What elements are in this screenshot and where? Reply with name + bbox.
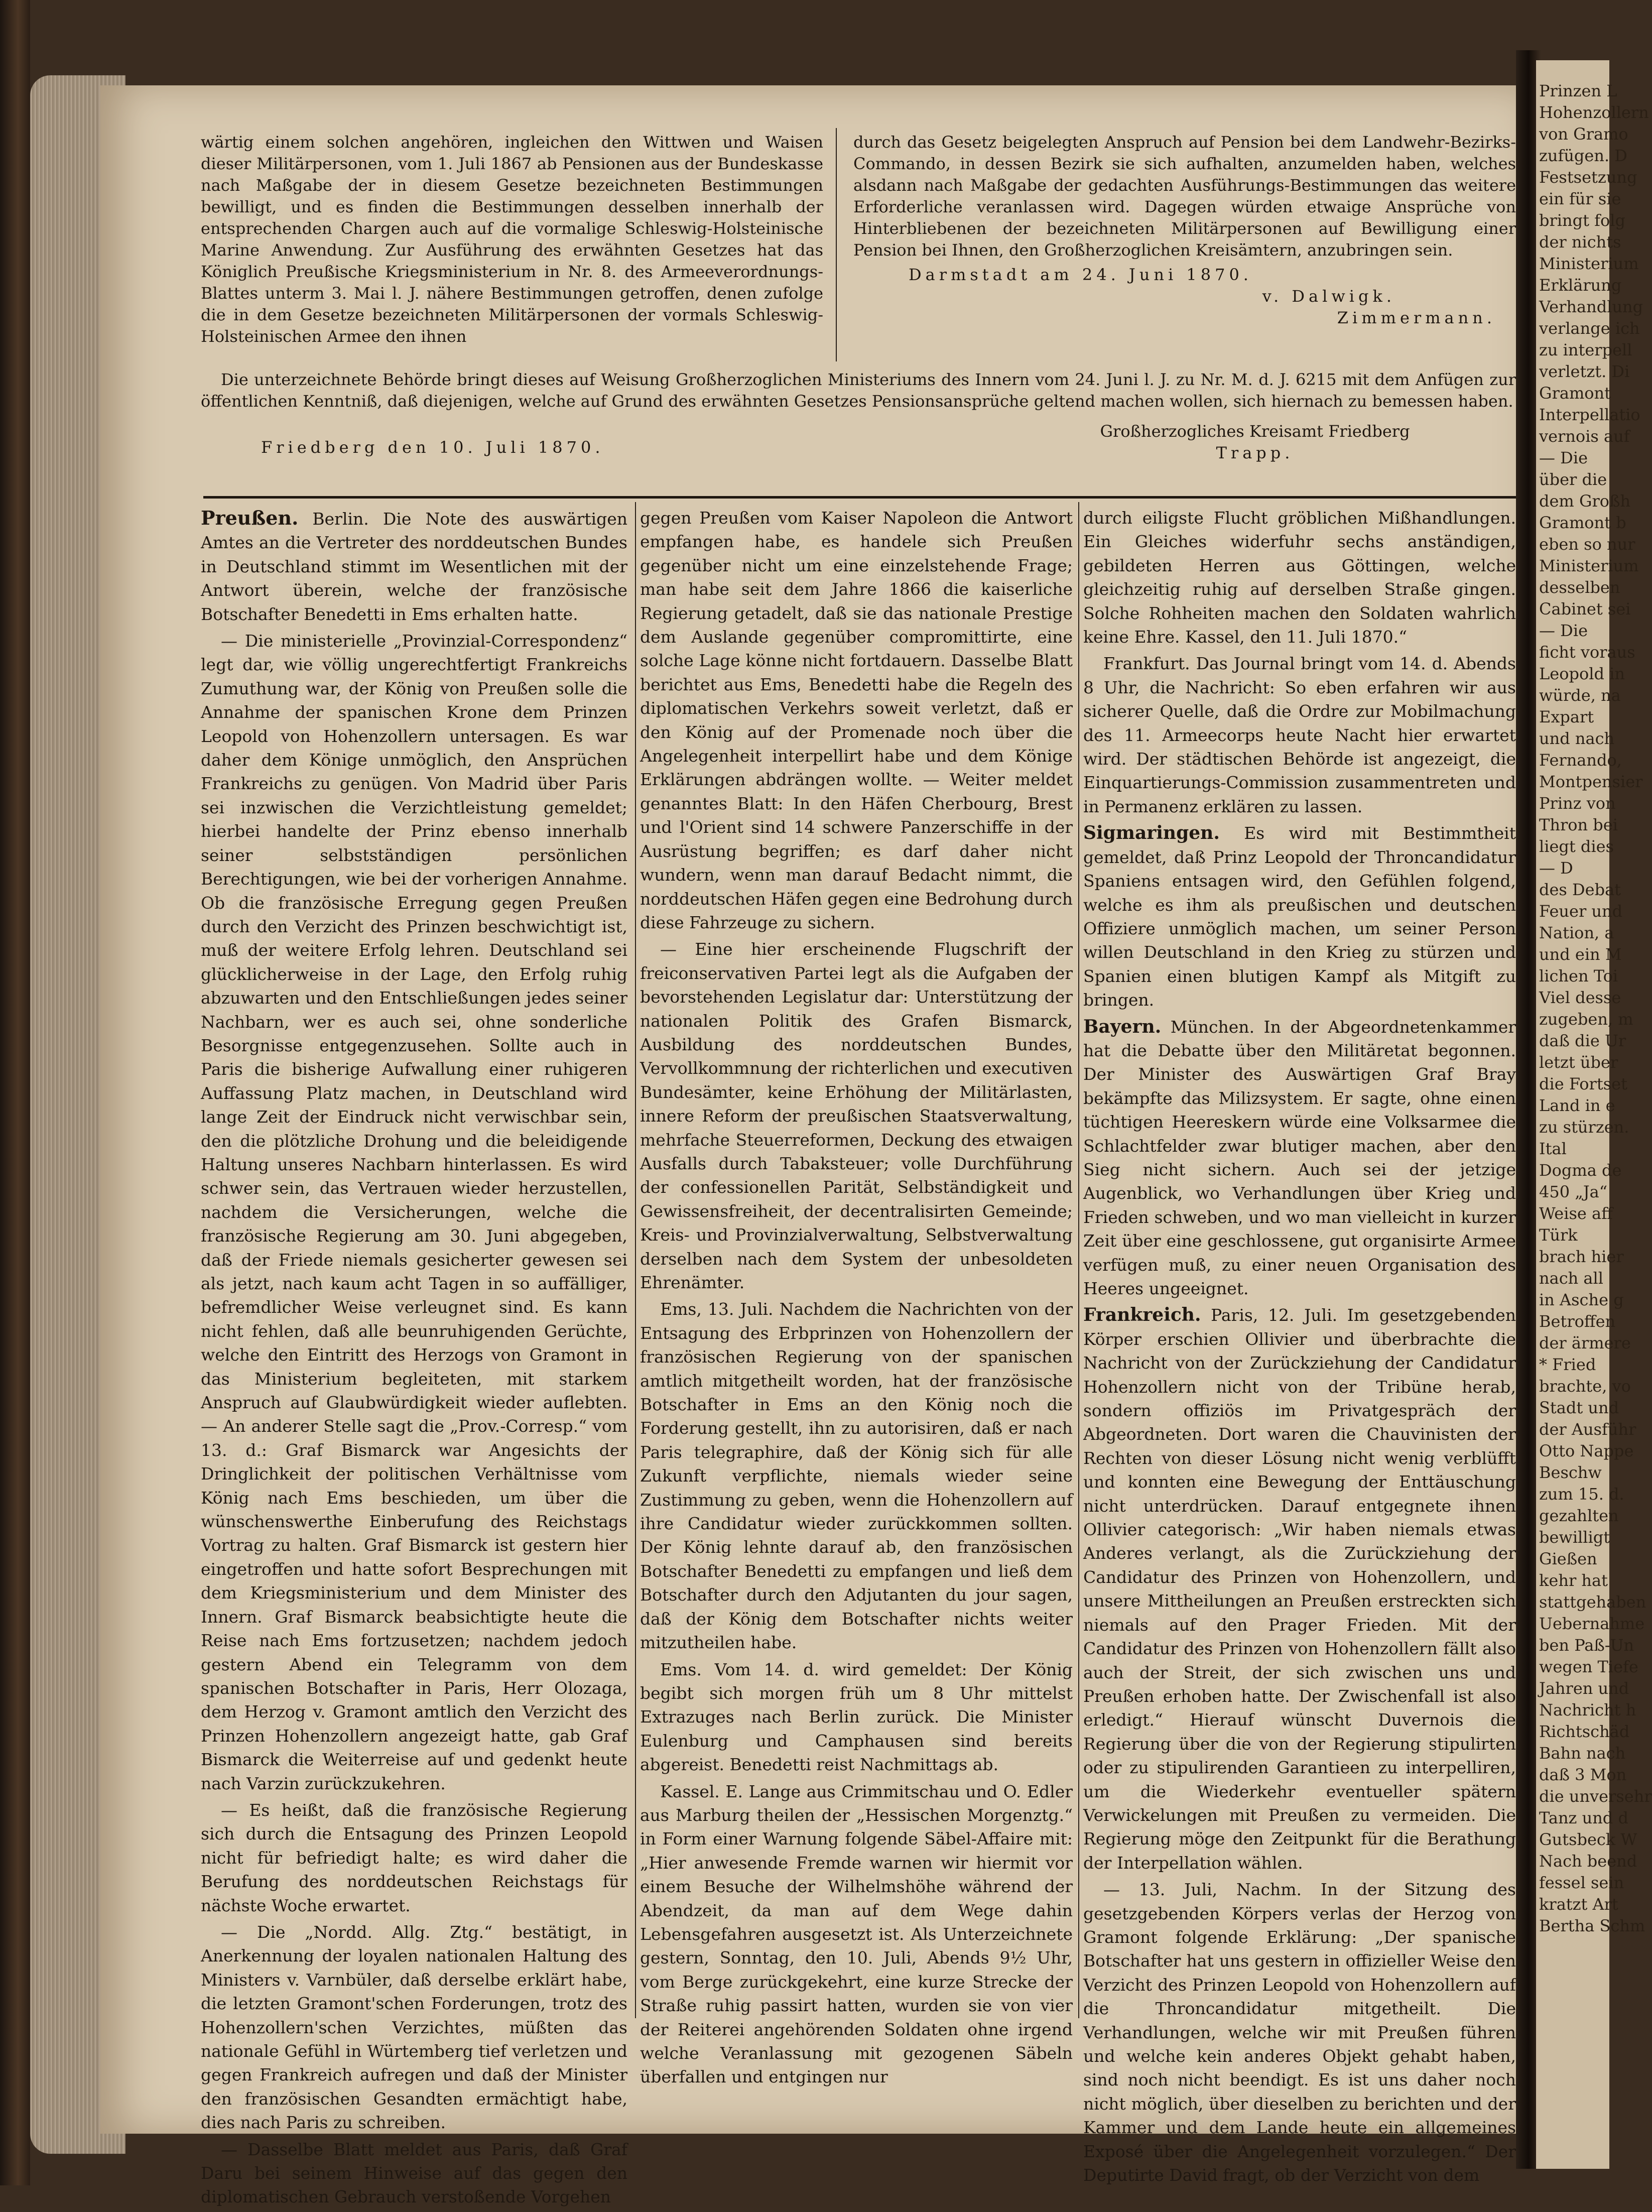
adjacent-page-fragment: bringt folg	[1539, 211, 1625, 230]
bayern-paragraph	[1083, 1015, 1516, 1301]
adjacent-page-fragment: Verhandlung	[1539, 297, 1643, 316]
frankreich-text: Paris, 12. Juli. Im gesetzgebenden Körper erschien Ollivier und überbrachte die Nachricht von der Zurückziehung der Candidatur Hohenzollern nicht von der Tribüne herab, sondern offiziös im Privatgespräch der Abgeordneten. Dort waren die Chauvinisten der Rechten von dieser Lösung nicht wenig verblüfft und konnten eine Bewegung der Enttäuschung nicht unterdrücken. Darauf entgegnete ihnen Ollivier categorisch: „Wir haben niemals etwas Anderes verlangt, als die Zurückziehung der Candidatur des Prinzen von Hohenzollern, und unsere Mittheilungen an Preußen erstreckten sich niemals auf den Prager Frieden. Mit der Candidatur des Prinzen von Hohenzollern fällt also auch der Streit, der sich zwischen uns und Preußen erhoben hatte. Der Zwischenfall ist also erledigt.“ Hierauf wünscht Duvernois die Regierung über die von der Regierung stipulirten oder zu stipulirenden Garantieen zu interpelliren, um die Wiederkehr eventueller spätern Verwickelungen mit Preußen zu vermeiden. Die Regierung möge den Zeitpunkt für die Berathung der Interpellation wählen.	[1083, 1305, 1516, 1873]
adjacent-page-fragment: Uebernahme	[1539, 1614, 1645, 1633]
adjacent-page-fragment: — Die	[1539, 621, 1588, 640]
heading-frankreich: Frankreich.	[1083, 1304, 1201, 1326]
adjacent-page-fragment: über die	[1539, 470, 1607, 489]
adjacent-page-fragment: Ministerium	[1539, 254, 1639, 273]
adjacent-page-fragment: dem Großh	[1539, 491, 1631, 511]
frankfurt-mobilmachung: Frankfurt. Das Journal bringt vom 14. d. Abends 8 Uhr, die Nachricht: So eben erfahren wir aus sicherer Quelle, daß die Ordre zur Mobilmachung des 11. Armeecorps heute Nacht hier erwartet wird. Der städtischen Behörde ist angezeigt, die Einquartierungs-Commission zusammentreten und in Permanenz erklären zu lassen.	[1083, 654, 1516, 816]
adjacent-page-fragment: die unversehr	[1539, 1787, 1652, 1806]
column-divider-top	[836, 128, 837, 361]
heading-preussen: Preußen.	[201, 507, 299, 529]
adjacent-page-fragment: zu interpell	[1539, 340, 1632, 359]
adjacent-page-fragment: Prinz von	[1539, 794, 1616, 813]
adjacent-page-fragment: Erklärung	[1539, 276, 1622, 295]
adjacent-page-fragment: ben Paß-Un	[1539, 1636, 1634, 1655]
adjacent-page-fragment: Tanz und d	[1539, 1808, 1628, 1827]
adjacent-page-fragment: Dogma de	[1539, 1161, 1622, 1180]
adjacent-page-fragment: Leopold in	[1539, 664, 1625, 683]
adjacent-page-fragment: Bertha Schm	[1539, 1916, 1645, 1935]
column-2-continuation: gegen Preußen vom Kaiser Napoleon die Antwort empfangen habe, es handele sich Preußen gegenüber nicht um eine einzelstehende Frage; man habe seit dem Jahre 1866 die kaiserliche Regierung getadelt, daß sie das nationale Prestige dem Auslande gegenüber compromittirte, eine solche Lage könne nicht fortdauern. Dasselbe Blatt berichtet aus Ems, Benedetti habe die Regeln des diplomatischen Verkehrs soweit verletzt, daß er den König auf der Promenade noch über die Angelegenheit interpellirt habe und dem Könige Erklärungen abdrängen wollte. — Weiter meldet genanntes Blatt: In den Häfen Cherbourg, Brest und l'Orient sind 14 schwere Panzerschiffe in der Ausrüstung begriffen; es darf daher nicht wundern, wenn man darauf Bedacht nimmt, die norddeutschen Häfen gegen eine Bedrohung durch diese Fahrzeuge zu sichern.	[640, 508, 1073, 932]
adjacent-page-fragment: Richtschäd	[1539, 1722, 1630, 1741]
kreisamt-place-date-text: Friedberg den 10. Juli 1870.	[261, 438, 604, 457]
adjacent-page-fragment: zum 15. d.	[1539, 1485, 1624, 1504]
kassel-saebel-affaire: Kassel. E. Lange aus Crimmitschau und O. Edler aus Marburg theilen der „Hessischen Morgenztg.“ in Form einer Warnung folgende Säbel-Affaire mit: „Hier anwesende Fremde warnen wir hiermit vor einem Besuche der Wilhelmshöhe während der Abendzeit, da man auf dem Wege dahin Lebensgefahren ausgesetzt ist. Als Unterzeichnete gestern, Sonntag, den 10. Juli, Abends 9½ Uhr, vom Berge zurückgekehrt, eine kurze Strecke der Straße ruhig passirt hatten, wurden sie von vier der Reiterei angehörenden Soldaten ohne irgend welche Veranlassung mit gezogenen Säbeln überfallen und entgingen nur	[640, 1781, 1073, 2087]
adjacent-page-fragment: 450 „Ja“	[1539, 1182, 1608, 1201]
adjacent-page-fragment: Bahn nach	[1539, 1744, 1626, 1763]
adjacent-page-fragment: Otto Nappe	[1539, 1441, 1634, 1460]
frankreich-gramont-erklaerung: — 13. Juli, Nachm. In der Sitzung des gesetzgebenden Körpers verlas der Herzog von Gramont folgende Erklärung: „Der spanische Botschafter hat uns gestern in offizieller Weise den Verzicht des Prinzen Leopold von Hohenzollern auf die Throncandidatur mitgetheilt. Die Verhandlungen, welche wir mit Preußen führen und welche kein anderes Objekt gehabt haben, sind noch nicht beendigt. Es ist uns daher noch nicht möglich, über dieselben zu berichten und der Kammer und dem Lande heute ein allgemeines Exposé über die Angelegenheit vorzulegen.“ Der Deputirte David fragt, ob der Verzicht von dem	[1083, 1880, 1516, 2185]
adjacent-page-fragment: und ein M	[1539, 945, 1622, 964]
adjacent-page-fragment: Montpensier	[1539, 772, 1643, 791]
adjacent-page-fragment: nach all	[1539, 1269, 1603, 1288]
preussen-prov-corresp: — Die ministerielle „Provinzial-Correspondenz“ legt dar, wie völlig ungerechtfertigt Frankreichs Zumuthung war, der König von Preußen solle die Annahme der spanischen Krone dem Prinzen Leopold von Hohenzollern untersagen. Es war daher dem Könige unmöglich, den Ansprüchen Frankreichs zu genügen. Von Madrid über Paris sei inzwischen die Verzichtleistung gemeldet; hierbei handelte der Prinz ebenso innerhalb seiner selbstständigen persönlichen Berechtigungen, wie bei der vorherigen Annahme. Ob die französische Erregung gegen Preußen durch den Verzicht des Prinzen beschwichtigt ist, muß der weitere Erfolg lehren. Deutschland sei glücklicherweise in der Lage, den Erfolg ruhig abzuwarten und den Entschließungen jedes seiner Nachbarn, wer es auch sei, ohne sonderliche Besorgnisse entgegenzusehen. Sollte auch in Paris die bisherige Aufwallung einer ruhigeren Auffassung Platz machen, in Deutschland wird lange Zeit der Eindruck nicht verwischbar sein, den die plötzliche Drohung und die beleidigende Haltung unseres Nachbarn hinterlassen. Es wird schwer sein, das Vertrauen wieder herzustellen, nachdem die Versicherungen, welche die französische Regierung am 30. Juni abgegeben, daß der Friede niemals gesicherter gewesen sei als jetzt, nach kaum acht Tagen in so auffälliger, befremdlicher Weise verleugnet sind. Es kann nicht fehlen, daß alle beunruhigenden Gerüchte, welche den Eintritt des Herzogs von Gramont in das Ministerium begleiteten, mit starkem Anspruch auf Glaubwürdigkeit wieder auflebten. — An anderer Stelle sagt die „Prov.-Corresp.“ vom 13. d.: Graf Bismarck war Angesichts der Dringlichkeit der politischen Verhältnisse vom König nach Ems beschieden, um über die wünschenswerthe Einberufung des Reichstags Vortrag zu halten. Graf Bismarck ist gestern hier eingetroffen und hatte sofort Besprechungen mit dem Kriegsministerium und dem Minister des Innern. Graf Bismarck beabsichtigte heute die Reise nach Ems fortzusetzen; nachdem jedoch gestern Abend ein Telegramm von dem spanischen Botschafter in Paris, Herr Olozaga, dem Herzog v. Gramont amtlich den Verzicht des Prinzen Hohenzollern angezeigt hatte, gab Graf Bismarck die Weiterreise auf und gedenkt heute nach Varzin zurückzukehren.	[201, 631, 627, 1793]
notice-right-signature-1: v. Dalwigk.	[1262, 287, 1395, 306]
adjacent-page-fragment: Land in e	[1539, 1096, 1615, 1115]
adjacent-page-fragment: liegt dies	[1539, 837, 1614, 856]
adjacent-page-fragment: Türk	[1539, 1225, 1578, 1245]
adjacent-page-fragment: brach hier	[1539, 1247, 1624, 1266]
sigmaringen-paragraph	[1083, 821, 1516, 1012]
section-separator-rule	[203, 496, 1516, 499]
adjacent-page-fragment: Nation, a	[1539, 923, 1614, 942]
preussen-paris-daru: — Dasselbe Blatt meldet aus Paris, daß Graf Daru bei seinem Hinweise auf das gegen den diplomatischen Gebrauch verstoßende Vorgehen	[201, 2139, 627, 2207]
adjacent-page-fragment: Festsetzung	[1539, 168, 1637, 187]
adjacent-page-fragment: Viel desse	[1539, 988, 1621, 1007]
adjacent-page-fragment: letzt über	[1539, 1053, 1618, 1072]
kreisamt-authority-name: Großherzogliches Kreisamt Friedberg	[1100, 422, 1410, 441]
adjacent-page-fragment: Nachricht h	[1539, 1700, 1636, 1719]
adjacent-page-fragment: der Ausführ	[1539, 1420, 1636, 1439]
adjacent-page-fragment: zu stürzen.	[1539, 1118, 1629, 1137]
notice-right-signature-2: Zimmermann.	[1337, 308, 1496, 327]
adjacent-page-fragment: Jahren und	[1539, 1679, 1629, 1698]
adjacent-page-fragment: * Fried	[1539, 1355, 1596, 1374]
adjacent-page-fragment: desselben	[1539, 578, 1620, 597]
adjacent-page-fragment: — Die	[1539, 448, 1588, 467]
adjacent-page-fragment: Thron bei	[1539, 815, 1618, 834]
adjacent-page-fragment: vernois auf	[1539, 427, 1630, 446]
adjacent-page-fragment: würde, na	[1539, 686, 1621, 705]
column-2	[640, 506, 1073, 2092]
adjacent-page-fragment: Ministerium	[1539, 556, 1639, 575]
adjacent-page-fragment: Gramont b	[1539, 513, 1626, 532]
kassel-continuation: durch eiligste Flucht gröblichen Mißhandlungen. Ein Gleiches widerfuhr sechs anständigen, gebildeten Herren aus Göttingen, welche gleichzeitig ruhig auf derselben Straße gingen. Solche Rohheiten machen den Soldaten wahrlich keine Ehre. Kassel, den 11. Juli 1870.“	[1083, 508, 1516, 647]
column-1	[201, 506, 627, 2212]
heading-bayern: Bayern.	[1083, 1016, 1162, 1037]
official-notice-left	[201, 132, 823, 350]
adjacent-page-fragment: Interpellatio	[1539, 405, 1640, 424]
kreisamt-notice-text: Die unterzeichnete Behörde bringt dieses auf Weisung Großherzoglichen Ministeriums des Innern vom 24. Juni l. J. zu Nr. M. d. J. 6215 mit dem Anfügen zur öffentlichen Kenntniß, daß diejenigen, welche auf Grund des erwähnten Gesetzes Pensionsansprüche geltend machen wollen, sich hiernach zu bemessen haben.	[201, 370, 1516, 411]
bayern-text: München. In der Abgeordnetenkammer hat die Debatte über den Militäretat begonnen. Der Minister des Auswärtigen Graf Bray bekämpfte das Milizsystem. Er sagte, ohne einen tüchtigen Heereskern würde eine Volksarmee die Schlachtfelder zwar blutiger machen, aber den Sieg nicht sichern. Auch sei der jetzige Augenblick, wo Verhandlungen über Krieg und Frieden schweben, und wo man vielleicht in kurzer Zeit über eine geschlossene, gut organisirte Armee verfügen muß, zu einer neuen Organisation des Heeres ungeeignet.	[1083, 1017, 1516, 1298]
sigmaringen-text: Es wird mit Bestimmtheit gemeldet, daß Prinz Leopold der Throncandidatur Spaniens entsagen wird, den Gefühlen folgend, welche es ihm als preußischen und deutschen Offiziere unmöglich machen, um seiner Person willen Deutschland in den Krieg zu stürzen und Spanien einen blutigen Kampf als Mitgift zu bringen.	[1083, 823, 1516, 1010]
ems-13-juli: Ems, 13. Juli. Nachdem die Nachrichten von der Entsagung des Erbprinzen von Hohenzollern der französischen Regierung von der spanischen amtlich mitgetheilt worden, hat der französische Botschafter in Ems an den König noch die Forderung gestellt, ihn zu autorisiren, daß er nach Paris telegraphire, daß der König sich für alle Zukunft verpflichte, niemals wieder seine Zustimmung zu geben, wenn die Hohenzollern auf ihre Candidatur wieder zurückkommen sollten. Der König lehnte darauf ab, den französischen Botschafter Benedetti zu empfangen und ließ dem Botschafter durch den Adjutanten du jour sagen, daß der König dem Botschafter nichts weiter mitzutheilen habe.	[640, 1299, 1073, 1653]
adjacent-page-fragment: Cabinet sei	[1539, 599, 1631, 619]
adjacent-page-strip	[1536, 60, 1652, 2169]
adjacent-page-fragment: kehr hat	[1539, 1571, 1608, 1590]
adjacent-page-fragment: ficht voraus	[1539, 643, 1635, 662]
adjacent-page-fragment: eben so nur	[1539, 535, 1635, 554]
column-1-first-paragraph	[201, 506, 627, 626]
adjacent-page-fragment: Expart	[1539, 707, 1594, 726]
adjacent-page-fragment: der ärmere	[1539, 1333, 1631, 1353]
notice-left-text: wärtig einem solchen angehören, ingleichen den Wittwen und Waisen dieser Militärpersonen, vom 1. Juli 1867 ab Pensionen aus der Bundeskasse nach Maßgabe der in diesem Gesetze bezeichneten Bestimmungen bewilligt, und es finden die Bestimmungen desselben innerhalb der entsprechenden Chargen auch auf die vormalige Schleswig-Holsteinische Marine Anwendung. Zur Ausführung des erwähnten Gesetzes hat das Königlich Preußische Kriegsministerium in Nr. 8. des Armeeverordnungs-Blattes unterm 3. Mai l. J. nähere Bestimmungen getroffen, denen zufolge die in dem Gesetze bezeichneten Militärpersonen der vormals Schleswig-Holsteinischen Armee den ihnen	[201, 133, 823, 346]
adjacent-page-fragment: Fernando,	[1539, 751, 1622, 770]
adjacent-page-fragment: fessel sein	[1539, 1873, 1624, 1892]
notice-right-place-date: Darmstadt am 24. Juni 1870.	[909, 265, 1252, 284]
adjacent-page-fragment: ein für sie	[1539, 189, 1621, 208]
adjacent-page-fragment: gezahlten	[1539, 1506, 1619, 1525]
column-3	[1083, 506, 1516, 2190]
adjacent-page-fragment: zugeben, m	[1539, 1010, 1633, 1029]
kreisamt-signer: Trapp.	[1216, 443, 1294, 462]
adjacent-page-fragment: bewilligt	[1539, 1528, 1610, 1547]
adjacent-page-fragment: die Fortset	[1539, 1074, 1627, 1093]
adjacent-page-fragment: Ital	[1539, 1139, 1567, 1158]
adjacent-page-fragment: des Debat	[1539, 880, 1621, 899]
adjacent-page-fragment: wegen Tiefe	[1539, 1657, 1638, 1676]
preussen-regierung: — Es heißt, daß die französische Regierung sich durch die Entsagung des Prinzen Leopold nicht für befriedigt halte; es wird daher die Berufung des norddeutschen Reichstags für nächste Woche erwartet.	[201, 1800, 627, 1915]
adjacent-page-fragment: und nach	[1539, 729, 1615, 748]
adjacent-page-fragment: kratzt Art	[1539, 1895, 1618, 1914]
kreisamt-place-date	[261, 437, 863, 458]
adjacent-page-fragment: von Gramo	[1539, 125, 1628, 144]
adjacent-page-fragment: Betroffen	[1539, 1312, 1616, 1331]
official-notice-right	[853, 132, 1516, 329]
frankreich-paragraph	[1083, 1303, 1516, 1875]
heading-sigmaringen: Sigmaringen.	[1083, 822, 1220, 844]
preussen-berlin-text: Berlin. Die Note des auswärtigen Amtes an die Vertreter des norddeutschen Bundes in Deutschland stimmt im Wesentlichen mit der Antwort überein, welche der französische Botschafter Benedetti in Ems erhalten hatte.	[201, 509, 628, 624]
adjacent-page-fragment: Gutsbeck W	[1539, 1830, 1637, 1849]
adjacent-page-fragment: stattgehaben	[1539, 1592, 1646, 1612]
adjacent-page-fragment: Feuer und	[1539, 902, 1623, 921]
preussen-nordd-allg-ztg: — Die „Nordd. Allg. Ztg.“ bestätigt, in Anerkennung der loyalen nationalen Haltung des Ministers v. Varnbüler, daß derselbe erklärt habe, die letzten Gramont'schen Forderungen, trotz des Hohenzollern'schen Verzichtes, müßten das nationale Gefühl in Würtemberg tief verletzen und gegen Frankreich aufregen und daß der Minister den französischen Gesandten ermächtigt habe, dies nach Paris zu schreiben.	[201, 1922, 627, 2133]
notice-right-text: durch das Gesetz beigelegten Anspruch auf Pension bei dem Landwehr-Bezirks-Commando, in dessen Bezirk sie sich aufhalten, anzumelden haben, welches alsdann nach Maßgabe der gedachten Ausführungs-Bestimmungen das weitere Erforderliche veranlassen wird. Dagegen würden etwaige Ansprüche von Hinterbliebenen der bezeichneten Militärpersonen auf Bewilligung einer Pension bei Ihnen, den Großherzoglichen Kreisämtern, anzubringen sein.	[853, 133, 1516, 260]
column-divider-2	[1078, 502, 1079, 2018]
adjacent-page-fragment: Stadt und	[1539, 1398, 1619, 1417]
adjacent-page-fragment: — D	[1539, 858, 1573, 878]
column-divider-1	[635, 502, 636, 2018]
adjacent-page-fragment: verlange ich	[1539, 319, 1640, 338]
adjacent-page-fragment: der nichts	[1539, 232, 1621, 252]
adjacent-page-fragment: Gramont	[1539, 384, 1611, 403]
adjacent-page-fragment: Gießen	[1539, 1549, 1597, 1568]
kreisamt-authority	[1029, 421, 1481, 464]
adjacent-page-fragment: Nach beend	[1539, 1852, 1637, 1871]
adjacent-page-fragment: lichen Toi	[1539, 966, 1618, 986]
flugschrift-freiconservative: — Eine hier erscheinende Flugschrift der freiconservativen Partei legt als die Aufgaben der bevorstehenden Legislatur dar: Unterstützung der nationalen Politik des Grafen Bismarck, Ausbildung des norddeutschen Bundes, Vervollkommnung der richterlichen und executiven Bundesämter, keine Erhöhung der Militärlasten, innere Reform der preußischen Staatsverwaltung, mehrfache Steuerreformen, Deckung des etwaigen Ausfalls durch Tabaksteuer; volle Durchführung der confessionellen Parität, Selbständigkeit und Gewissensfreiheit, der decentralisirten Gemeinde; Kreis- und Provinzialverwaltung, Selbstverwaltung derselben nach dem System der unbesoldeten Ehrenämter.	[640, 939, 1073, 1292]
kreisamt-notice	[201, 369, 1516, 412]
ems-14: Ems. Vom 14. d. wird gemeldet: Der König begibt sich morgen früh um 8 Uhr mittelst Extrazuges nach Berlin zurück. Die Minister Eulenburg und Camphausen sind bereits abgereist. Benedetti reist Nachmittags ab.	[640, 1659, 1073, 1775]
adjacent-page-fragment: zufügen. D	[1539, 146, 1627, 165]
adjacent-page-fragment: Prinzen L	[1539, 81, 1617, 100]
adjacent-page-fragment: Beschw	[1539, 1463, 1602, 1482]
adjacent-page-fragment: in Asche g	[1539, 1290, 1624, 1309]
adjacent-page-fragment: Hohenzollern	[1539, 103, 1649, 122]
adjacent-page-fragment: Weise aff	[1539, 1204, 1613, 1223]
book-binding	[0, 0, 30, 2185]
adjacent-page-fragment: daß 3 Mon	[1539, 1765, 1627, 1784]
adjacent-page-fragment: verletzt. Di	[1539, 362, 1630, 381]
adjacent-page-fragment: daß die Ur	[1539, 1031, 1626, 1050]
adjacent-page-fragment: brachte, vo	[1539, 1377, 1631, 1396]
